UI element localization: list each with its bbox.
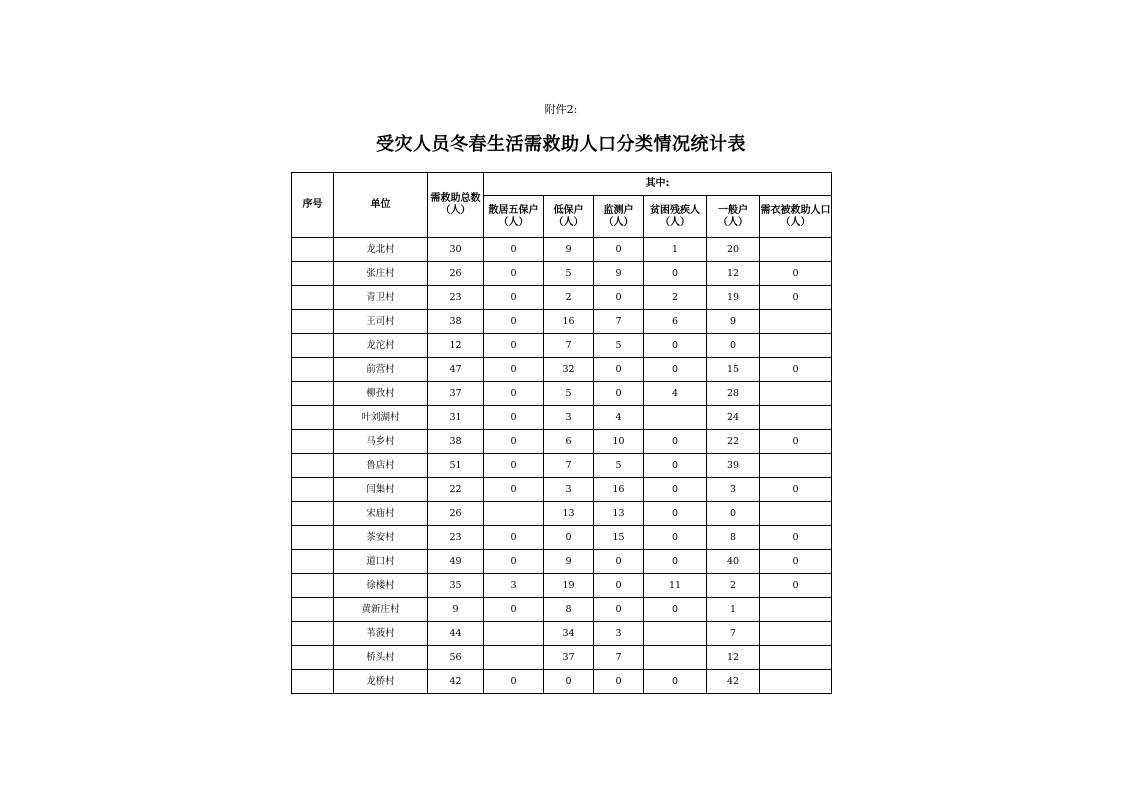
cell-seq	[292, 478, 334, 502]
cell-seq	[292, 262, 334, 286]
cell-unit: 茶安村	[334, 526, 428, 550]
cell-total: 51	[428, 454, 484, 478]
cell-unit: 徐楼村	[334, 574, 428, 598]
cell-wubao: 0	[484, 526, 544, 550]
cell-disabled: 0	[644, 262, 707, 286]
cell-seq	[292, 502, 334, 526]
header-unit: 单位	[334, 173, 428, 238]
cell-unit: 闫集村	[334, 478, 428, 502]
cell-wubao: 0	[484, 478, 544, 502]
cell-wubao: 0	[484, 406, 544, 430]
statistics-table	[291, 172, 832, 694]
cell-disabled: 6	[644, 310, 707, 334]
cell-total: 26	[428, 262, 484, 286]
cell-unit: 龙沱村	[334, 334, 428, 358]
cell-seq	[292, 622, 334, 646]
cell-unit: 王司村	[334, 310, 428, 334]
cell-monitor: 0	[594, 238, 644, 262]
header-clothing: 需衣被救助人口（人）	[760, 196, 832, 238]
cell-disabled: 4	[644, 382, 707, 406]
cell-unit: 道口村	[334, 550, 428, 574]
cell-unit: 柳孜村	[334, 382, 428, 406]
cell-disabled	[644, 622, 707, 646]
cell-unit: 龙北村	[334, 238, 428, 262]
cell-monitor: 0	[594, 574, 644, 598]
cell-dibao: 9	[544, 238, 594, 262]
cell-clothing	[760, 238, 832, 262]
cell-general: 15	[707, 358, 760, 382]
header-dibao: 低保户（人）	[544, 196, 594, 238]
table-row	[292, 502, 832, 526]
cell-disabled: 0	[644, 430, 707, 454]
cell-general: 39	[707, 454, 760, 478]
cell-disabled: 0	[644, 502, 707, 526]
cell-dibao: 7	[544, 454, 594, 478]
cell-seq	[292, 382, 334, 406]
cell-unit: 鲁店村	[334, 454, 428, 478]
cell-total: 38	[428, 430, 484, 454]
cell-general: 7	[707, 622, 760, 646]
header-scattered-wubao: 散居五保户（人）	[484, 196, 544, 238]
cell-total: 12	[428, 334, 484, 358]
header-general: 一般户（人）	[707, 196, 760, 238]
cell-wubao: 0	[484, 430, 544, 454]
table-row	[292, 430, 832, 454]
cell-total: 23	[428, 286, 484, 310]
cell-total: 35	[428, 574, 484, 598]
cell-general: 20	[707, 238, 760, 262]
cell-unit: 张庄村	[334, 262, 428, 286]
cell-seq	[292, 334, 334, 358]
cell-monitor: 10	[594, 430, 644, 454]
cell-dibao: 2	[544, 286, 594, 310]
cell-wubao	[484, 502, 544, 526]
cell-clothing: 0	[760, 574, 832, 598]
cell-clothing	[760, 646, 832, 670]
cell-general: 28	[707, 382, 760, 406]
cell-seq	[292, 310, 334, 334]
table-row	[292, 574, 832, 598]
table-row	[292, 598, 832, 622]
cell-clothing: 0	[760, 286, 832, 310]
cell-general: 24	[707, 406, 760, 430]
cell-disabled: 2	[644, 286, 707, 310]
cell-clothing	[760, 310, 832, 334]
table-row	[292, 646, 832, 670]
cell-general: 9	[707, 310, 760, 334]
cell-wubao: 0	[484, 550, 544, 574]
table-row	[292, 526, 832, 550]
cell-monitor: 7	[594, 646, 644, 670]
cell-unit: 黄新庄村	[334, 598, 428, 622]
cell-clothing	[760, 598, 832, 622]
cell-seq	[292, 598, 334, 622]
cell-disabled: 0	[644, 550, 707, 574]
table-row	[292, 406, 832, 430]
cell-general: 2	[707, 574, 760, 598]
cell-clothing: 0	[760, 430, 832, 454]
cell-seq	[292, 646, 334, 670]
cell-dibao: 32	[544, 358, 594, 382]
table-row	[292, 622, 832, 646]
cell-wubao: 0	[484, 358, 544, 382]
cell-dibao: 5	[544, 382, 594, 406]
table-row	[292, 358, 832, 382]
cell-total: 42	[428, 670, 484, 694]
table-row	[292, 334, 832, 358]
cell-total: 44	[428, 622, 484, 646]
cell-disabled: 0	[644, 670, 707, 694]
cell-clothing	[760, 334, 832, 358]
cell-unit: 桥头村	[334, 646, 428, 670]
cell-clothing	[760, 406, 832, 430]
cell-unit: 马乡村	[334, 430, 428, 454]
cell-general: 12	[707, 262, 760, 286]
cell-total: 31	[428, 406, 484, 430]
cell-wubao: 0	[484, 382, 544, 406]
cell-clothing	[760, 382, 832, 406]
cell-wubao: 0	[484, 334, 544, 358]
cell-unit: 前营村	[334, 358, 428, 382]
header-poor-disabled: 贫困残疾人（人）	[644, 196, 707, 238]
table-row	[292, 550, 832, 574]
cell-dibao: 8	[544, 598, 594, 622]
cell-general: 12	[707, 646, 760, 670]
header-total: 需救助总数（人）	[428, 173, 484, 238]
cell-disabled: 11	[644, 574, 707, 598]
cell-dibao: 34	[544, 622, 594, 646]
cell-unit: 苇菠村	[334, 622, 428, 646]
cell-total: 9	[428, 598, 484, 622]
cell-seq	[292, 406, 334, 430]
cell-wubao: 3	[484, 574, 544, 598]
cell-clothing	[760, 502, 832, 526]
cell-dibao: 0	[544, 526, 594, 550]
cell-monitor: 7	[594, 310, 644, 334]
cell-monitor: 15	[594, 526, 644, 550]
cell-total: 38	[428, 310, 484, 334]
cell-monitor: 4	[594, 406, 644, 430]
cell-seq	[292, 526, 334, 550]
cell-monitor: 0	[594, 598, 644, 622]
cell-seq	[292, 358, 334, 382]
table-row	[292, 478, 832, 502]
cell-unit: 叶刘湖村	[334, 406, 428, 430]
cell-total: 37	[428, 382, 484, 406]
cell-dibao: 19	[544, 574, 594, 598]
cell-monitor: 9	[594, 262, 644, 286]
cell-general: 0	[707, 502, 760, 526]
attachment-label: 附件2:	[544, 103, 578, 116]
cell-unit: 龙桥村	[334, 670, 428, 694]
cell-monitor: 5	[594, 454, 644, 478]
cell-monitor: 0	[594, 550, 644, 574]
cell-disabled: 0	[644, 454, 707, 478]
cell-wubao	[484, 646, 544, 670]
cell-seq	[292, 238, 334, 262]
table-row	[292, 454, 832, 478]
cell-monitor: 0	[594, 670, 644, 694]
cell-general: 22	[707, 430, 760, 454]
cell-clothing: 0	[760, 478, 832, 502]
cell-wubao: 0	[484, 598, 544, 622]
cell-monitor: 0	[594, 382, 644, 406]
cell-general: 8	[707, 526, 760, 550]
cell-wubao: 0	[484, 310, 544, 334]
cell-disabled: 0	[644, 358, 707, 382]
cell-wubao: 0	[484, 454, 544, 478]
cell-monitor: 16	[594, 478, 644, 502]
cell-disabled: 0	[644, 526, 707, 550]
cell-seq	[292, 670, 334, 694]
cell-total: 26	[428, 502, 484, 526]
cell-dibao: 9	[544, 550, 594, 574]
cell-disabled: 0	[644, 478, 707, 502]
cell-total: 47	[428, 358, 484, 382]
cell-clothing	[760, 670, 832, 694]
cell-unit: 宋庙村	[334, 502, 428, 526]
cell-total: 56	[428, 646, 484, 670]
cell-wubao: 0	[484, 670, 544, 694]
header-group: 其中:	[484, 173, 832, 196]
cell-wubao	[484, 622, 544, 646]
table-row	[292, 670, 832, 694]
cell-seq	[292, 550, 334, 574]
cell-disabled	[644, 646, 707, 670]
cell-disabled	[644, 406, 707, 430]
header-monitored: 监测户（人）	[594, 196, 644, 238]
cell-general: 3	[707, 478, 760, 502]
cell-seq	[292, 454, 334, 478]
table-body	[292, 238, 832, 694]
cell-dibao: 7	[544, 334, 594, 358]
page-title: 受灾人员冬春生活需救助人口分类情况统计表	[376, 134, 746, 155]
table-row	[292, 382, 832, 406]
cell-clothing: 0	[760, 358, 832, 382]
cell-seq	[292, 286, 334, 310]
cell-disabled: 0	[644, 334, 707, 358]
cell-general: 19	[707, 286, 760, 310]
cell-total: 30	[428, 238, 484, 262]
cell-dibao: 6	[544, 430, 594, 454]
cell-total: 49	[428, 550, 484, 574]
cell-general: 40	[707, 550, 760, 574]
cell-clothing: 0	[760, 526, 832, 550]
cell-disabled: 0	[644, 598, 707, 622]
cell-dibao: 3	[544, 406, 594, 430]
cell-general: 1	[707, 598, 760, 622]
table-row	[292, 238, 832, 262]
cell-monitor: 0	[594, 286, 644, 310]
cell-wubao: 0	[484, 262, 544, 286]
cell-monitor: 5	[594, 334, 644, 358]
cell-clothing: 0	[760, 550, 832, 574]
cell-unit: 青卫村	[334, 286, 428, 310]
cell-general: 0	[707, 334, 760, 358]
cell-dibao: 3	[544, 478, 594, 502]
cell-clothing	[760, 454, 832, 478]
cell-seq	[292, 430, 334, 454]
table-row	[292, 262, 832, 286]
cell-monitor: 0	[594, 358, 644, 382]
header-seq: 序号	[292, 173, 334, 238]
cell-total: 22	[428, 478, 484, 502]
cell-dibao: 0	[544, 670, 594, 694]
cell-dibao: 37	[544, 646, 594, 670]
table-row	[292, 286, 832, 310]
cell-dibao: 5	[544, 262, 594, 286]
cell-monitor: 3	[594, 622, 644, 646]
table-row	[292, 310, 832, 334]
cell-dibao: 16	[544, 310, 594, 334]
cell-seq	[292, 574, 334, 598]
cell-total: 23	[428, 526, 484, 550]
cell-general: 42	[707, 670, 760, 694]
cell-wubao: 0	[484, 238, 544, 262]
cell-clothing	[760, 622, 832, 646]
cell-wubao: 0	[484, 286, 544, 310]
cell-clothing: 0	[760, 262, 832, 286]
cell-monitor: 13	[594, 502, 644, 526]
cell-disabled: 1	[644, 238, 707, 262]
cell-dibao: 13	[544, 502, 594, 526]
